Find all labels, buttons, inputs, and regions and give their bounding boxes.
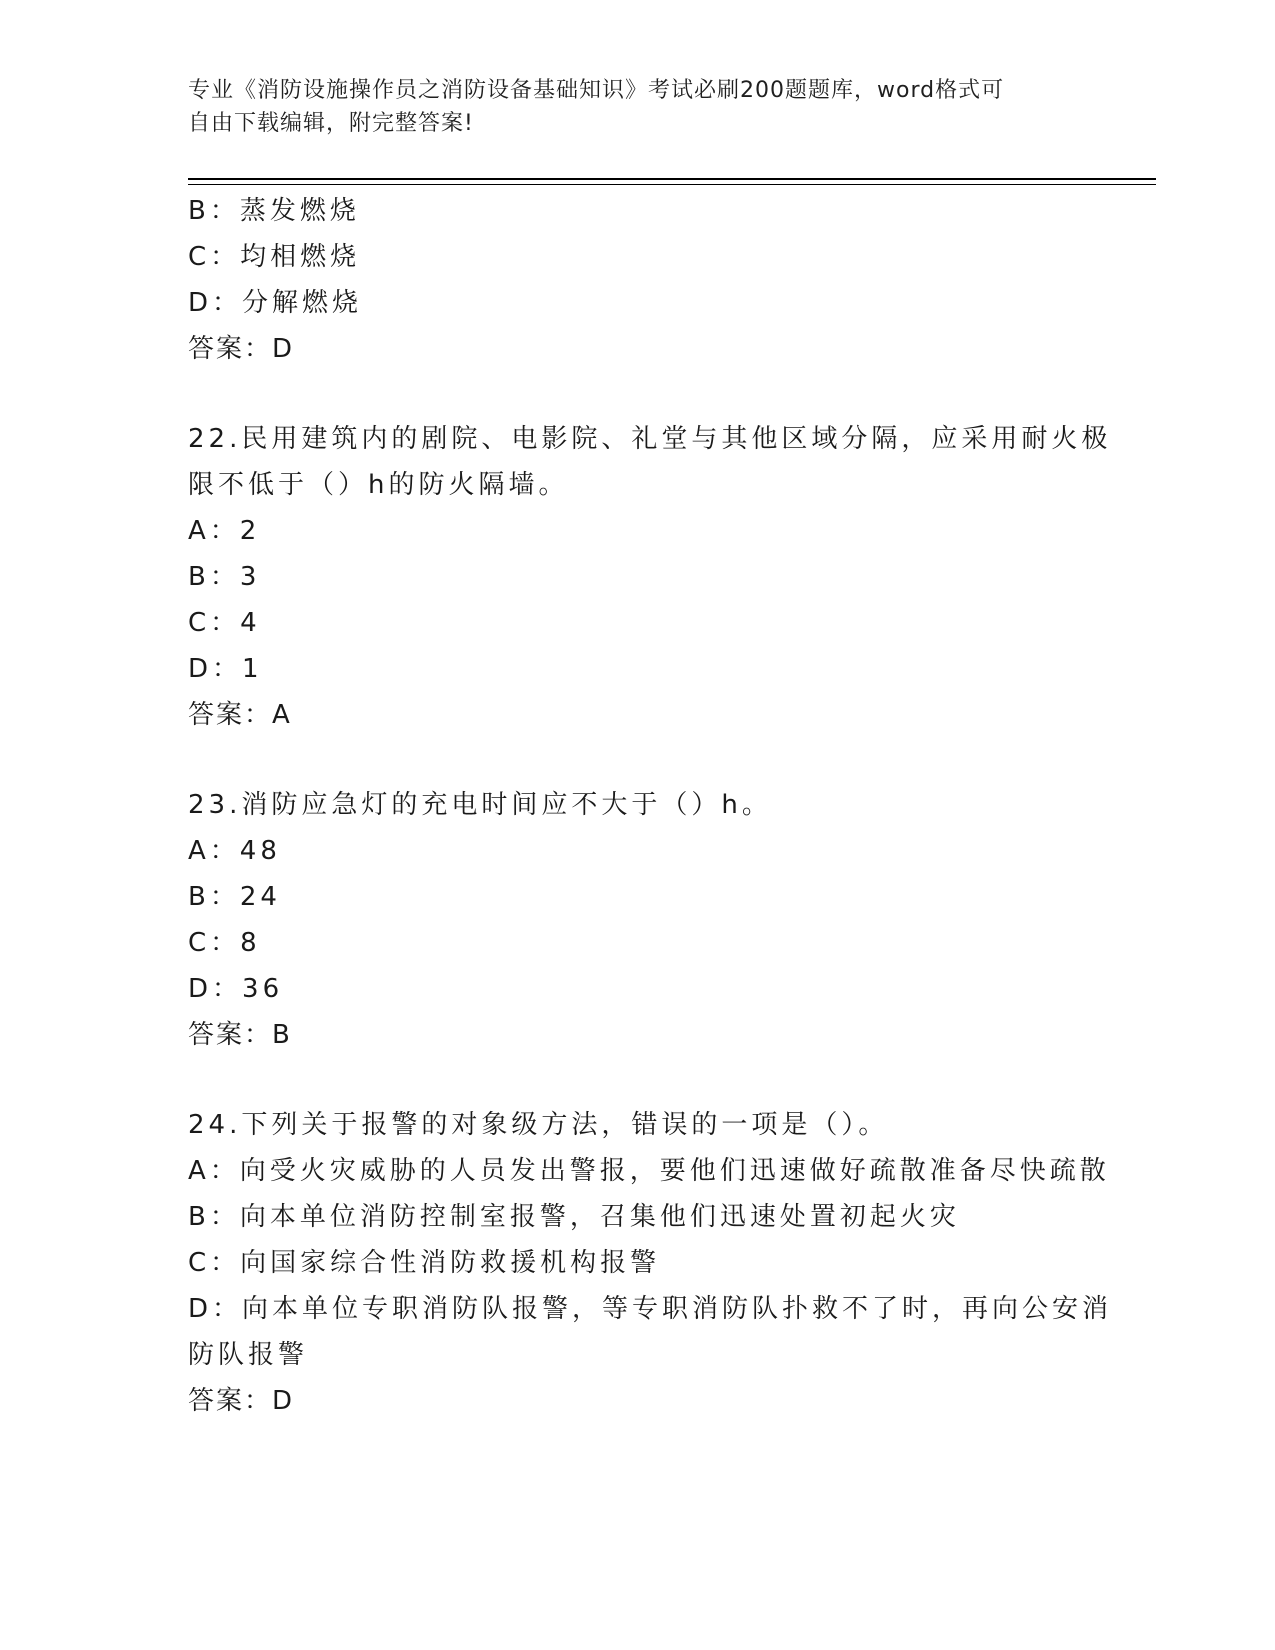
spacer	[188, 1058, 1088, 1102]
option-c: C：8	[188, 928, 261, 958]
option-c: C：向国家综合性消防救援机构报警	[188, 1248, 661, 1278]
option-d-continued: 防队报警	[188, 1340, 309, 1370]
question-stem-continued: 限不低于（）h的防火隔墙。	[188, 470, 569, 500]
spacer	[188, 372, 1088, 416]
question-24	[188, 1102, 1113, 1424]
header-line-1: 专业《消防设施操作员之消防设备基础知识》考试必刷200题题库，word格式可	[188, 78, 1005, 103]
answer: 答案：D	[188, 334, 295, 364]
option-c: C：均相燃烧	[188, 242, 361, 272]
option-b: B：24	[188, 882, 281, 912]
option-a: A：2	[188, 516, 261, 546]
option-d: D：36	[188, 974, 284, 1004]
question-22	[188, 416, 1112, 738]
header-rule-thick	[188, 178, 1156, 180]
header-line-2: 自由下载编辑，附完整答案!	[188, 111, 474, 136]
option-b: B：3	[188, 562, 261, 592]
option-d: D：1	[188, 654, 263, 684]
question-stem: 24.下列关于报警的对象级方法，错误的一项是（）。	[188, 1110, 889, 1140]
option-a: A：48	[188, 836, 281, 866]
question-stem: 22.民用建筑内的剧院、电影院、礼堂与其他区域分隔，应采用耐火极	[188, 424, 1112, 454]
option-a: A：向受火灾威胁的人员发出警报，要他们迅速做好疏散准备尽快疏散	[188, 1156, 1110, 1186]
spacer	[188, 738, 1088, 782]
question-content	[188, 188, 1113, 1424]
option-d: D：分解燃烧	[188, 288, 363, 318]
option-b: B：向本单位消防控制室报警，召集他们迅速处置初起火灾	[188, 1202, 960, 1232]
header-rule-thin	[188, 184, 1156, 185]
document-header	[188, 74, 1068, 140]
answer: 答案：B	[188, 1020, 292, 1050]
question-stem: 23.消防应急灯的充电时间应不大于（）h。	[188, 790, 772, 820]
question-21-tail	[188, 188, 1088, 372]
answer: 答案：A	[188, 700, 292, 730]
option-d: D：向本单位专职消防队报警，等专职消防队扑救不了时，再向公安消	[188, 1294, 1113, 1324]
option-b: B：蒸发燃烧	[188, 196, 360, 226]
option-c: C：4	[188, 608, 261, 638]
answer: 答案：D	[188, 1386, 295, 1416]
question-23	[188, 782, 1088, 1058]
